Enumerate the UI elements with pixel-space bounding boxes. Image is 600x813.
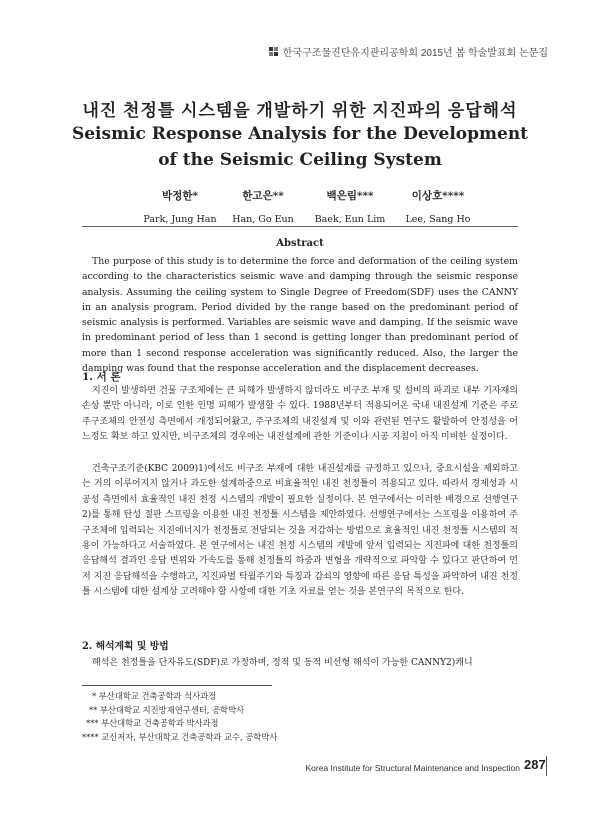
author-name-ko: 박정한* (162, 190, 198, 202)
running-head (269, 44, 548, 59)
title-korean: 내진 천정틀 시스템을 개발하기 위한 지진파의 응답해석 (82, 101, 518, 120)
section-heading: 1. 서 론 (82, 371, 121, 383)
footer-journal-name: Korea Institute for Structural Maintenance and Inspection (305, 763, 520, 773)
section-paragraph: 지진이 발생하면 건물 구조체에는 큰 피해가 발생하지 않더라도 비구조 부재 및 설비의 파괴로 내부 기자재의 손상 뿐만 아니라, 이로 인한 인명 피해가 발생할 수 있다. 1988년부터 적용되어온 국내 내진설계 기준은 주로 주구조체의 안전성 측면에서 개정되어왔고, 주구조체의 내진설계 및 이와 관련된 연구도 활발하여 안정성을 어느정도 확보 하고 있지만, 비구조체의 경우에는 내진설계에 관한 기준이나 시공 지침이 아직 미비한 실정이다. (82, 386, 518, 443)
page-number: 287 (524, 757, 546, 772)
footnote: ** 부산대학교 지진방재연구센터, 공학박사 (89, 704, 245, 715)
author-name-en: Park, Jung Han (143, 214, 217, 225)
author-name-en: Lee, Sang Ho (405, 214, 471, 225)
footnote: *** 부산대학교 건축공학과 박사과정 (86, 718, 219, 729)
footer-divider (546, 756, 547, 776)
section-heading: 2. 해석계획 및 방법 (82, 641, 169, 652)
abstract-heading: Abstract (276, 238, 324, 249)
section-paragraph: 해석은 천정틀을 단자유도(SDF)로 가정하며, 정적 및 동적 비선형 해석이 가능한 CANNY2)캐니 (92, 658, 473, 668)
author-name-en: Baek, Eun Lim (314, 214, 386, 225)
section-paragraph: 건축구조기준(KBC 2009)1)에서도 비구조 부재에 대한 내진설계를 규정하고 있으나, 중요시설을 제외하고는 거의 이루어지지 않거나 과도한 설계하중으로 비효율적인 내진 천정틀이 적용되고 있다. 따라서 경제성과 시공성 측면에서 효율적인 내진 천정 시스템의 개발이 필요한 실정이다. 본 연구에서는 이러한 배경으로 선행연구2)를 통해 탄성 절판 스프링을 이용한 내진 천정틀 시스템을 제안하였다. 선행연구에서는 스프링을 이용하여 주구조체에 입력되는 지진에너지가 천정틀로 전달되는 것을 저감하는 방법으로 효율적인 내진 천정틀 시스템의 적용이 가능하다고 서술하였다. 본 연구에서는 내진 천정 시스템의 개발에 앞서 입력되는 지진파에 대한 천정틀의 응답해석 결과인 응답 변위와 가속도를 통해 천정틀의 하중과 변형을 개략적으로 파악할 수 있다고 판단하여 먼저 지진 응답해석을 수행하고, 지진파별 탁월주기와 특징과 감쇠의 영향에 따른 응답 특성을 파악하여 내진 천정틀 시스템에 대한 설계상 고려해야 할 사항에 대한 기초 자료를 얻는 것을 본연구의 목적으로 한다. (82, 464, 518, 598)
author-name-ko: 한고은** (242, 190, 284, 202)
author-name-ko: 이상호**** (411, 190, 465, 202)
author-name-en: Han, Go Eun (232, 214, 294, 225)
title-english-line1: Seismic Response Analysis for the Development (71, 124, 529, 144)
author-name-ko: 백은림*** (326, 190, 374, 202)
footnote-divider (82, 685, 272, 686)
footnote-list (82, 690, 277, 744)
divider (82, 226, 518, 227)
footnote: **** 교신저자, 부산대학교 건축공학과 교수, 공학박사 (82, 731, 278, 742)
title-english-line2: of the Seismic Ceiling System (158, 150, 442, 170)
running-head-text: 한국구조물진단유지관리공학회 2015년 봄 학술발표회 논문집 (282, 48, 548, 59)
author-4 (378, 188, 498, 225)
footnote: * 부산대학교 건축공학과 석사과정 (92, 691, 217, 701)
abstract-text: The purpose of this study is to determine the force and deformation of the ceiling system according to the characteristics seismic wave and damping through the seismic response analysis. Assuming the ceiling system to Single Degree of Freedom(SDF) uses the CANNY in an analysis program. Period divided by the range based on the predominant period of seismic analysis is performed. Variables are seismic wave and damping. If the seismic wave in predominant period of less than 1 second is getting longer than predominant period of more than 1 second response acceleration was significantly reduced. Also, the larger the damping was found that the response acceleration and the displacement decreases. (82, 256, 518, 375)
society-logo-icon (269, 47, 279, 57)
